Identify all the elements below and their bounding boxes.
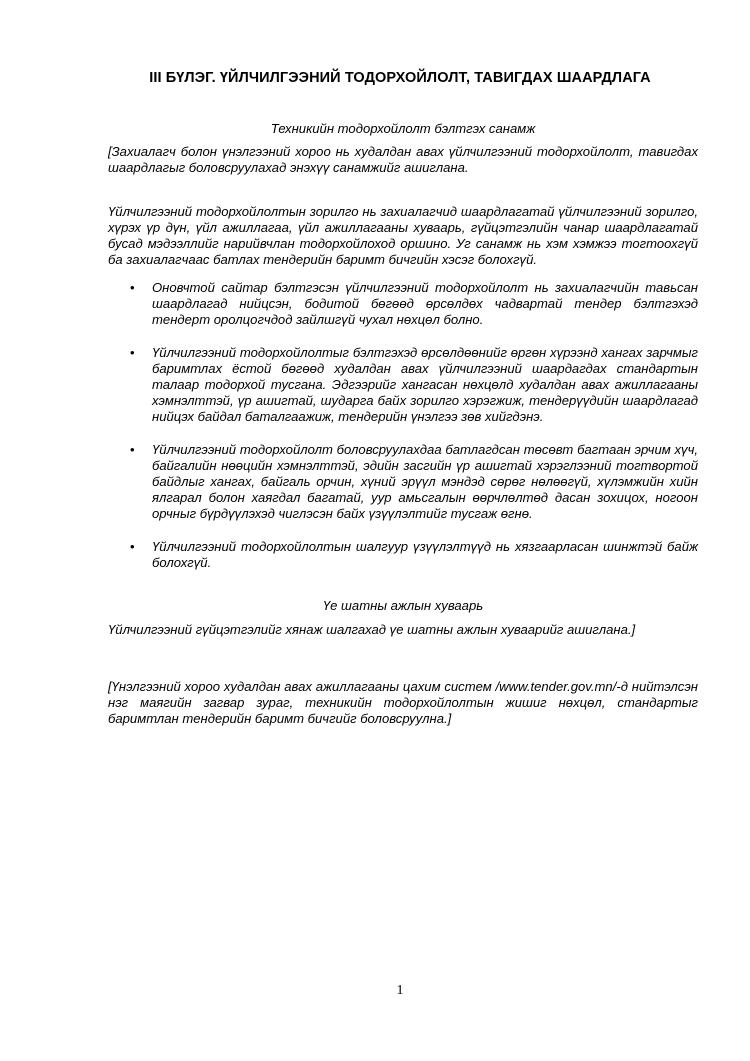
page-number: 1 — [396, 983, 404, 998]
bullet-text: Үйлчилгээний тодорхойлолтын шалгуур үзүүлэлтүүд нь хязгаарласан шинжтэй байж болохгүй. — [152, 539, 698, 570]
bullet-text: Оновчтой сайтар бэлтгэсэн үйлчилгээний тодорхойлолт нь захиалагчийн тавьсан шаардлагад нийцсэн, бодитой бөгөөд өрсөлдөх чадвартай тендер бэлтгэхэд тендерт оролцогчдод зайлшгүй чухал нөхцөл болно. — [152, 280, 698, 327]
list-item — [108, 442, 698, 522]
bullet-icon: • — [130, 280, 135, 295]
guide-intro: [Захиалагч болон үнэлгээний хороо нь худалдан авах үйлчилгээний тодорхойлолт, тавигдах шаардлагыг боловсруулахад энэхүү санамжийг ашиглана. — [108, 144, 698, 175]
bullet-text: Үйлчилгээний тодорхойлолтыг бэлтгэхэд өрсөлдөөнийг өргөн хүрээнд хангах зарчмыг баримтлах ёстой бөгөөд худалдан авах үйлчилгээний шаардагдах стандартын талаар тодорхой тусгана. Эдгээрийг хангасан нөхцөлд худалдан авах ажиллагааны хэмнэлттэй, үр ашигтай, шударга байх зорилго хэрэгжиж, тендерүүдийн шаардлагад нийцэх байдал баталгаажиж, тендерийн үнэлгээ зөв хийгдэнэ. — [152, 345, 698, 424]
bullet-text: Үйлчилгээний тодорхойлолт боловсруулахдаа батлагдсан төсөвт багтаан эрчим хүч, байгалийн нөөцийн хэмнэлттэй, эдийн засгийн үр ашигтай хэрэглээний тогтвортой байдлыг хангах, байгаль орчин, хүний эрүүл мэндэд сөрөг нөлөөгүй, хүлэмжийн хийн ялгарал болон хаягдал багатай, уур амьсгалын өөрчлөлтөд дасан зохицох, ногоон орчныг бүрдүүлэхэд чиглэсэн байх үзүүлэлтийг тусгаж өгнө. — [152, 442, 698, 521]
list-item — [108, 345, 698, 425]
guide-bullet-list — [108, 280, 698, 571]
bullet-icon: • — [130, 442, 135, 457]
footer-note: [Үнэлгээний хороо худалдан авах ажиллагааны цахим систем /www.tender.gov.mn/-д нийтэлсэн нэг маягийн загвар зураг, техникийн тодорхойлолтын жишиг нөхцөл, стандартыг баримтлан тендерийн баримт бичгийг боловсруулна.] — [108, 679, 698, 726]
chapter-title: III БҮЛЭГ. ҮЙЛЧИЛГЭЭНИЙ ТОДОРХОЙЛОЛТ, ТАВИГДАХ ШААРДЛАГА — [149, 70, 651, 86]
guide-heading: Техникийн тодорхойлолт бэлтгэх санамж — [270, 121, 536, 136]
schedule-text: Үйлчилгээний гүйцэтгэлийг хянаж шалгахад үе шатны ажлын хуваарийг ашиглана.] — [108, 622, 636, 637]
list-item — [108, 280, 698, 328]
list-item — [108, 539, 698, 571]
schedule-heading: Үе шатны ажлын хуваарь — [322, 598, 484, 613]
bullet-icon: • — [130, 345, 135, 360]
bullet-icon: • — [130, 539, 135, 554]
guide-purpose: Үйлчилгээний тодорхойлолтын зорилго нь захиалагчид шаардлагатай үйлчилгээний зорилго, хүрэх үр дүн, үйл ажиллагаа, үйл ажиллагааны хуваарь, гүйцэтгэлийн чанар шаардлагатай бусад мэдээллийг нарийвчлан тодорхойлоход оршино. Уг санамж нь хэм хэмжээ тогтоохгүй ба захиалагчаас батлах тендерийн баримт бичгийн хэсэг болохгүй. — [108, 204, 698, 267]
